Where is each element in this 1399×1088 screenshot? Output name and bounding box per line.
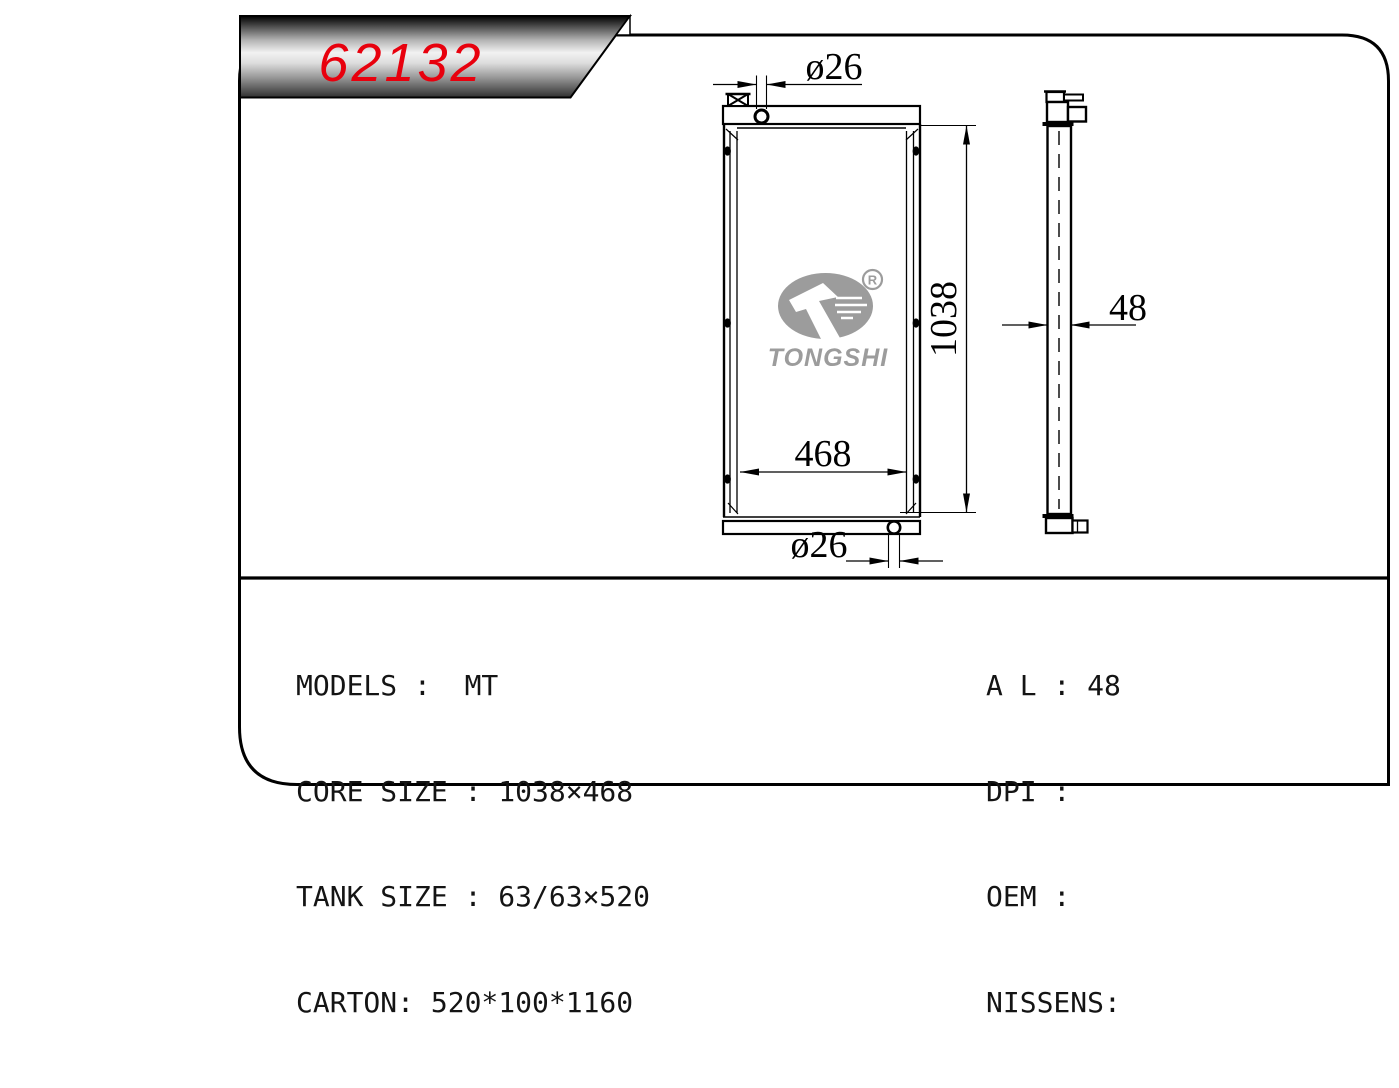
registered-mark-letter: R — [867, 272, 878, 288]
side-bottom-tank — [1046, 518, 1073, 533]
outlet-pipe-circle — [888, 521, 900, 533]
dim-core-height — [900, 126, 976, 513]
bolt — [913, 474, 920, 483]
dim-thickness — [1002, 287, 1147, 329]
logo-wordmark: TONGSHI — [767, 344, 889, 372]
side-inlet-outlet — [1068, 107, 1086, 122]
part-number-banner — [240, 16, 630, 98]
spec-row-nissens: NISSENS: — [986, 985, 1121, 1019]
inlet-pipe-circle — [755, 110, 768, 123]
dimension-label: 48 — [1109, 287, 1147, 329]
spec-column-right — [986, 600, 1121, 1088]
spec-row-carton: CARTON: 520*100*1160 — [296, 985, 634, 1019]
bolt — [724, 146, 731, 155]
dim-core-width — [740, 433, 907, 475]
bolt — [724, 474, 731, 483]
dimension-label: 468 — [794, 433, 852, 475]
dimension-label: 1038 — [923, 281, 965, 357]
watermark-logo — [768, 270, 888, 372]
spec-row-tank-size: TANK SIZE : 63/63×520 — [296, 880, 651, 914]
part-number-text: 62132 — [318, 33, 484, 93]
side-filler-cap — [1047, 92, 1065, 102]
spec-row-core-size: CORE SIZE : 1038×468 — [296, 774, 634, 808]
dimension-label: ø26 — [790, 524, 848, 566]
bolt — [913, 146, 920, 155]
spec-row-dpi: DPI : — [986, 774, 1071, 808]
spec-row-oem: OEM : — [986, 880, 1071, 914]
filler-cap — [726, 94, 751, 106]
spec-row-al: A L : 48 — [986, 669, 1121, 702]
side-bottom-outlet — [1073, 521, 1088, 533]
spec-column-left — [296, 600, 650, 1088]
spec-row-models: MODELS : MT — [296, 669, 499, 702]
top-tank — [723, 106, 920, 124]
filler-neck — [1047, 102, 1068, 122]
dimension-label: ø26 — [805, 46, 863, 88]
overflow-pipe — [1064, 95, 1083, 101]
side-view — [1043, 92, 1088, 534]
bolt — [913, 318, 920, 327]
bolt — [724, 318, 731, 327]
